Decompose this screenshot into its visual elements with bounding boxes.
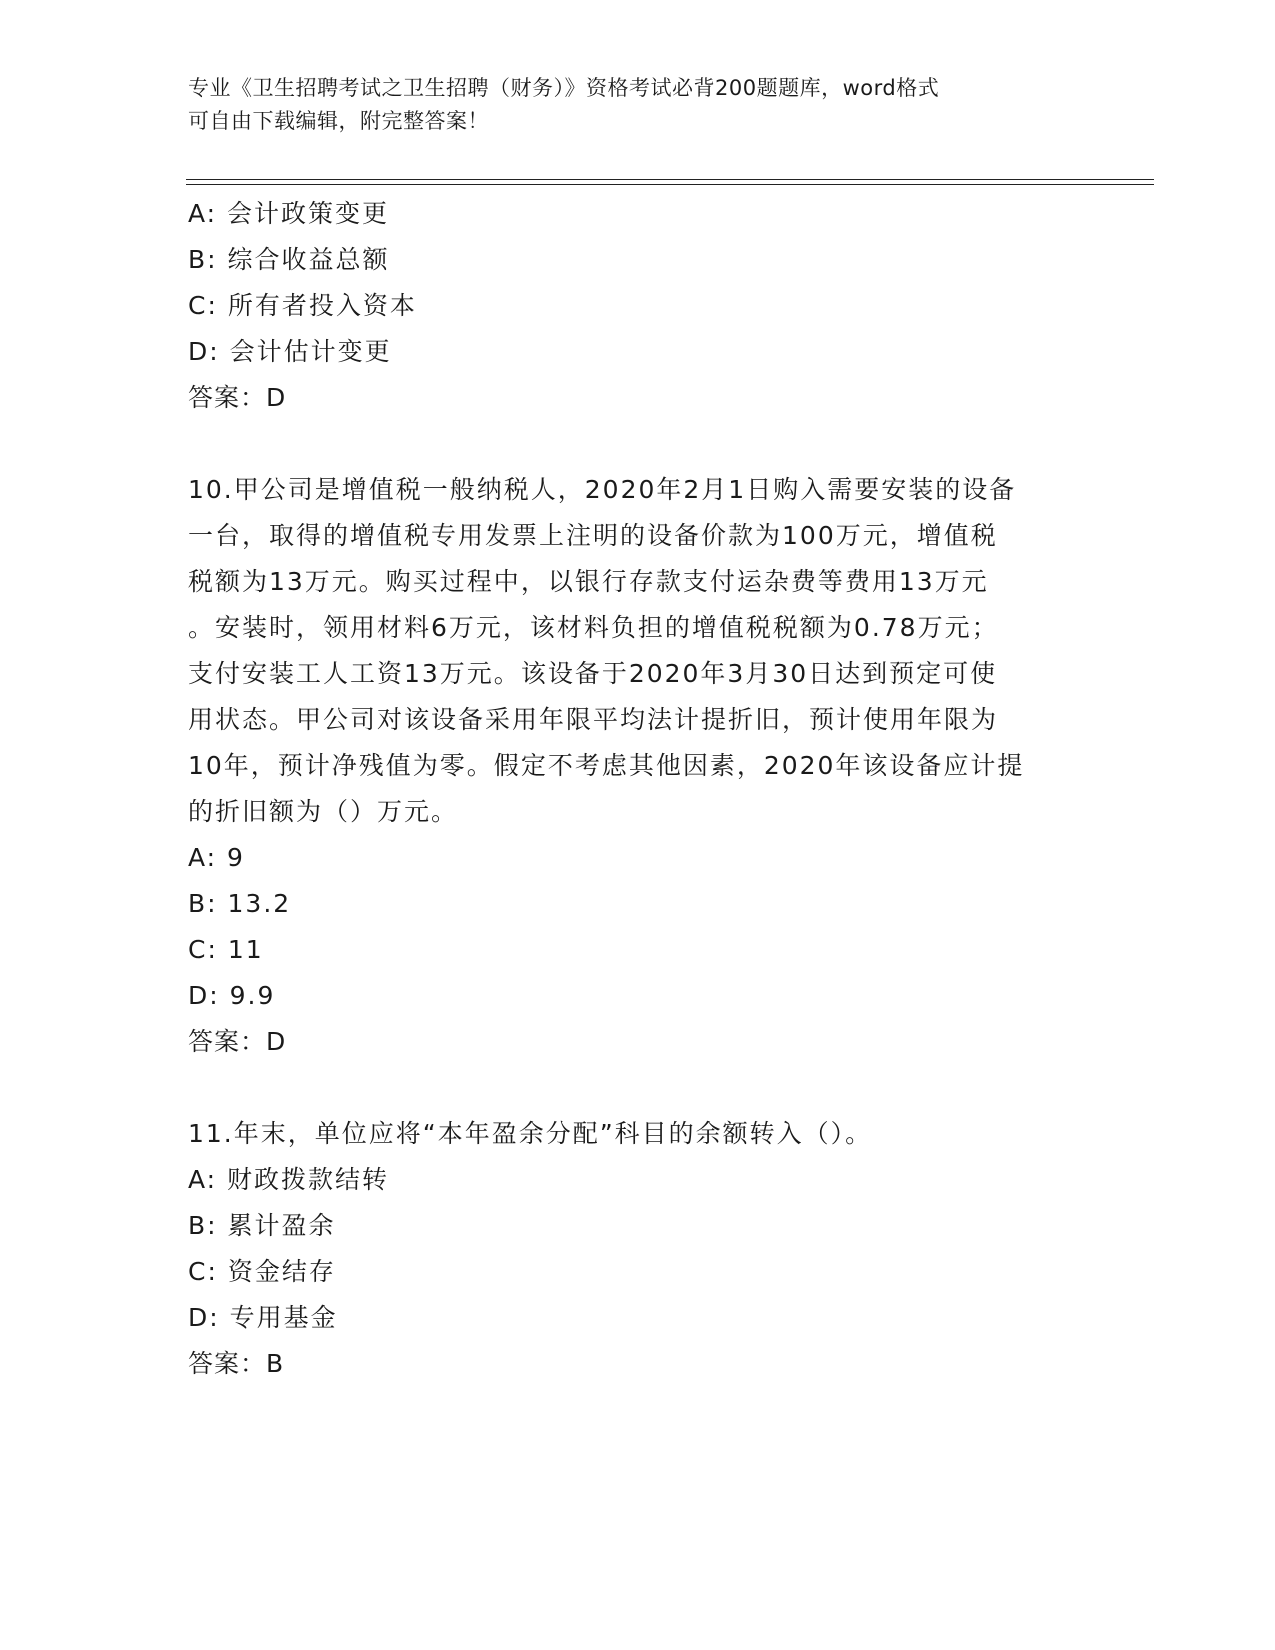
header-rule-top: [186, 179, 1154, 180]
document-header: [188, 72, 1088, 138]
stem-line: 10.甲公司是增值税一般纳税人，2020年2月1日购入需要安装的设备: [188, 475, 1017, 504]
answer: 答案：B: [188, 1349, 285, 1378]
option-a: A: 9: [188, 843, 245, 872]
stem-line: 税额为13万元。购买过程中，以银行存款支付运杂费等费用13万元: [188, 567, 989, 596]
answer: 答案：D: [188, 383, 287, 412]
stem-line: 一台，取得的增值税专用发票上注明的设备价款为100万元，增值税: [188, 521, 998, 550]
question-stem: [188, 1111, 1088, 1157]
stem-line: 11.年末，单位应将“本年盈余分配”科目的余额转入（）。: [188, 1119, 873, 1148]
question-stem: [188, 467, 1088, 835]
stem-line: 支付安装工人工资13万元。该设备于2020年3月30日达到预定可使: [188, 659, 998, 688]
option-d: D: 会计估计变更: [188, 337, 392, 366]
option-d: D: 9.9: [188, 981, 276, 1010]
stem-line: 的折旧额为（）万元。: [188, 797, 459, 826]
answer: 答案：D: [188, 1027, 287, 1056]
stem-line: 10年，预计净残值为零。假定不考虑其他因素，2020年该设备应计提: [188, 751, 1025, 780]
spacer: [188, 421, 1088, 467]
stem-line: 用状态。甲公司对该设备采用年限平均法计提折旧，预计使用年限为: [188, 705, 999, 734]
option-b: B: 综合收益总额: [188, 245, 390, 274]
option-c: C: 所有者投入资本: [188, 291, 417, 320]
stem-line: 。安装时，领用材料6万元，该材料负担的增值税税额为0.78万元；: [188, 613, 999, 642]
document-body: [188, 191, 1088, 1387]
option-b: B: 累计盈余: [188, 1211, 336, 1240]
question-10: [188, 467, 1088, 1065]
option-a: A: 会计政策变更: [188, 199, 390, 228]
header-rule-bottom: [186, 184, 1154, 185]
option-c: C: 11: [188, 935, 264, 964]
question-9: [188, 191, 1088, 421]
option-c: C: 资金结存: [188, 1257, 336, 1286]
option-d: D: 专用基金: [188, 1303, 338, 1332]
option-b: B: 13.2: [188, 889, 292, 918]
option-a: A: 财政拨款结转: [188, 1165, 390, 1194]
spacer: [188, 1065, 1088, 1111]
header-line-1: 专业《卫生招聘考试之卫生招聘（财务）》资格考试必背200题题库，word格式: [188, 76, 940, 100]
question-11: [188, 1111, 1088, 1387]
header-line-2: 可自由下载编辑，附完整答案！: [188, 109, 489, 133]
